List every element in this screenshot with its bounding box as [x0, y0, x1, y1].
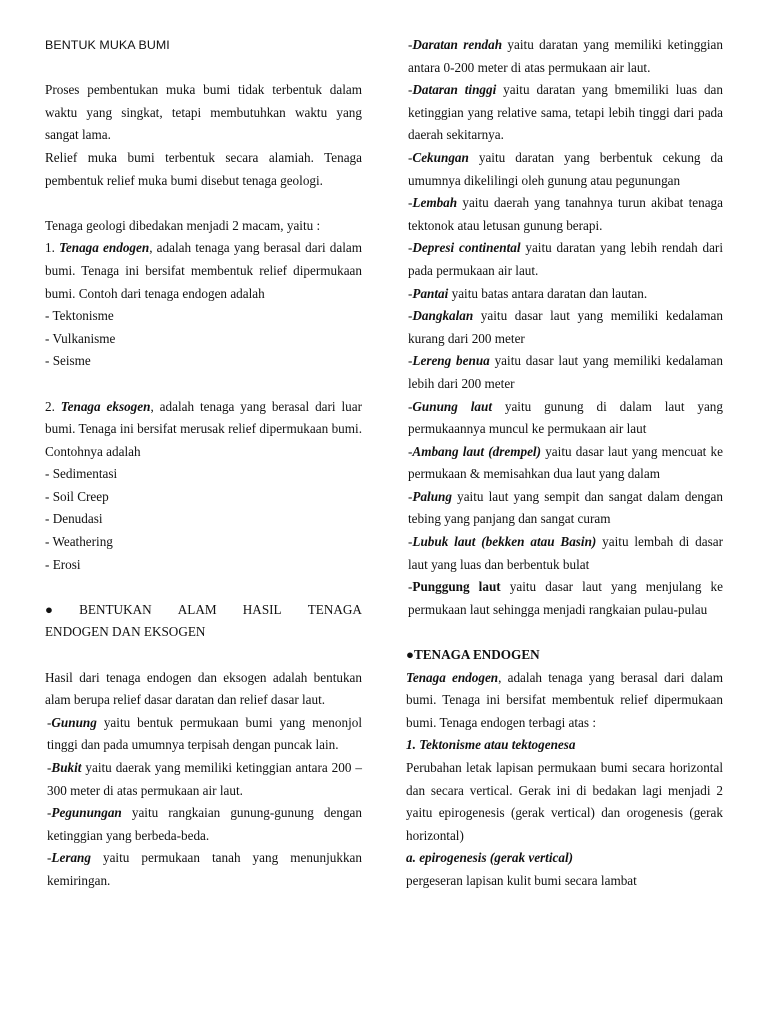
section-heading-line2: ENDOGEN DAN EKSOGEN	[45, 624, 206, 640]
eksogen-example: - Soil Creep	[45, 488, 109, 504]
epirogenesis-paragraph: pergeseran lapisan kulit bumi secara lambat	[406, 872, 637, 888]
eksogen-definition: 2. Tenaga eksogen, adalah tenaga yang berasal dari luar bumi. Tenaga ini bersifat merusak relief dipermukaan bumi. Contohnya adalah	[45, 398, 362, 459]
landform-entry: -Lubuk laut (bekken atau Basin) yaitu lembah di dasar laut yang luas dan berbentuk bulat	[408, 534, 723, 572]
landform-entry: -Palung yaitu laut yang sempit dan sangat dalam dengan tebing yang panjang dan sangat curam	[408, 488, 723, 527]
tenaga-endogen-paragraph: Tenaga endogen, adalah tenaga yang berasal dari dalam bumi. Tenaga ini bersifat membentuk relief dipermukaan bumi. Tenaga endogen terbagi atas :	[406, 669, 723, 730]
landform-entry: -Lerang yaitu permukaan tanah yang menunjukkan kemiringan.	[47, 850, 362, 888]
eksogen-example: - Denudasi	[45, 511, 103, 527]
right-column	[406, 34, 723, 893]
landform-entry: -Daratan rendah yaitu daratan yang memiliki ketinggian antara 0-200 meter di atas permukaan air laut.	[408, 37, 724, 75]
endogen-example: - Vulkanisme	[45, 330, 116, 346]
relief-paragraph: Relief muka bumi terbentuk secara alamiah. Tenaga pembentuk relief muka bumi disebut tenaga geologi.	[45, 149, 362, 188]
landform-entry: -Ambang laut (drempel) yaitu dasar laut yang mencuat ke permukaan & memisahkan dua laut yang dalam	[408, 443, 724, 482]
landform-entry: -Depresi continental yaitu daratan yang lebih rendah dari pada permukaan air laut.	[408, 240, 723, 278]
tektonisme-paragraph: Perubahan letak lapisan permukaan bumi secara horizontal dan secara vertical. Gerak ini di bedakan lagi menjadi 2 yaitu epirogenesis (gerak vertical) dan orogenesis (gerak horizontal)	[406, 760, 723, 843]
left-column	[45, 34, 362, 893]
landform-entry: -Lereng benua yaitu dasar laut yang memiliki kedalaman lebih dari 200 meter	[408, 353, 724, 391]
endogen-term: Tenaga endogen	[59, 240, 150, 256]
eksogen-term: Tenaga eksogen	[60, 398, 151, 414]
landform-entry: -Cekungan yaitu daratan yang berbentuk cekung da umumnya dikelilingi oleh gunung atau pegunungan	[408, 149, 723, 188]
endogen-example: - Seisme	[45, 353, 91, 369]
tektonisme-heading: 1. Tektonisme atau tektogenesa	[406, 737, 576, 753]
epirogenesis-heading: a. epirogenesis (gerak vertical)	[406, 850, 574, 866]
landform-entry: -Dangkalan yaitu dasar laut yang memiliki kedalaman kurang dari 200 meter	[408, 308, 723, 346]
landform-entry: -Punggung laut yaitu dasar laut yang menjulang ke permukaan laut sehingga menjadi rangkaian pulau-pulau	[408, 579, 723, 617]
landform-entry: -Dataran tinggi yaitu daratan yang bmemiliki luas dan ketinggian yang relative sama, tetapi lebih tinggi dari pada daerah sekitarnya.	[408, 82, 723, 143]
eksogen-example: - Erosi	[45, 556, 81, 572]
landform-entry: -Pantai yaitu batas antara daratan dan lautan.	[408, 285, 648, 301]
intro-paragraph: Proses pembentukan muka bumi tidak terbentuk dalam waktu yang singkat, tetapi membutuhkan waktu yang sangat lama.	[45, 82, 362, 143]
tenaga-endogen-heading: ●TENAGA ENDOGEN	[406, 647, 540, 663]
page-title: BENTUK MUKA BUMI	[45, 38, 170, 52]
types-intro: Tenaga geologi dibedakan menjadi 2 macam, yaitu :	[45, 217, 321, 233]
landform-entry: -Lembah yaitu daerah yang tanahnya turun akibat tenaga tektonok atau letusan gunung berapi.	[408, 195, 723, 233]
landform-entry: -Pegunungan yaitu rangkaian gunung-gunung dengan ketinggian yang berbeda-beda.	[47, 805, 362, 843]
landform-entry: -Gunung laut yaitu gunung di dalam laut yang permukaannya muncul ke permukaan air laut	[408, 398, 723, 437]
landform-entry: -Bukit yaitu daerak yang memiliki ketinggian antara 200 – 300 meter di atas permukaan air laut.	[47, 760, 362, 798]
eksogen-example: - Sedimentasi	[45, 466, 118, 482]
eksogen-example: - Weathering	[45, 534, 113, 550]
section-heading-bentukan: ● BENTUKAN ALAM HASIL TENAGA	[45, 601, 362, 617]
result-paragraph: Hasil dari tenaga endogen dan eksogen adalah bentukan alam berupa relief dasar daratan dan relief dasar laut.	[45, 669, 362, 708]
endogen-example: - Tektonisme	[45, 308, 114, 324]
landform-entry: -Gunung yaitu bentuk permukaan bumi yang menonjol tinggi dan pada umumnya terpisah dengan puncak lain.	[47, 714, 362, 753]
endogen-definition: 1. Tenaga endogen, adalah tenaga yang berasal dari dalam bumi. Tenaga ini bersifat membentuk relief dipermukaan bumi. Contoh dari tenaga endogen adalah	[45, 240, 363, 301]
